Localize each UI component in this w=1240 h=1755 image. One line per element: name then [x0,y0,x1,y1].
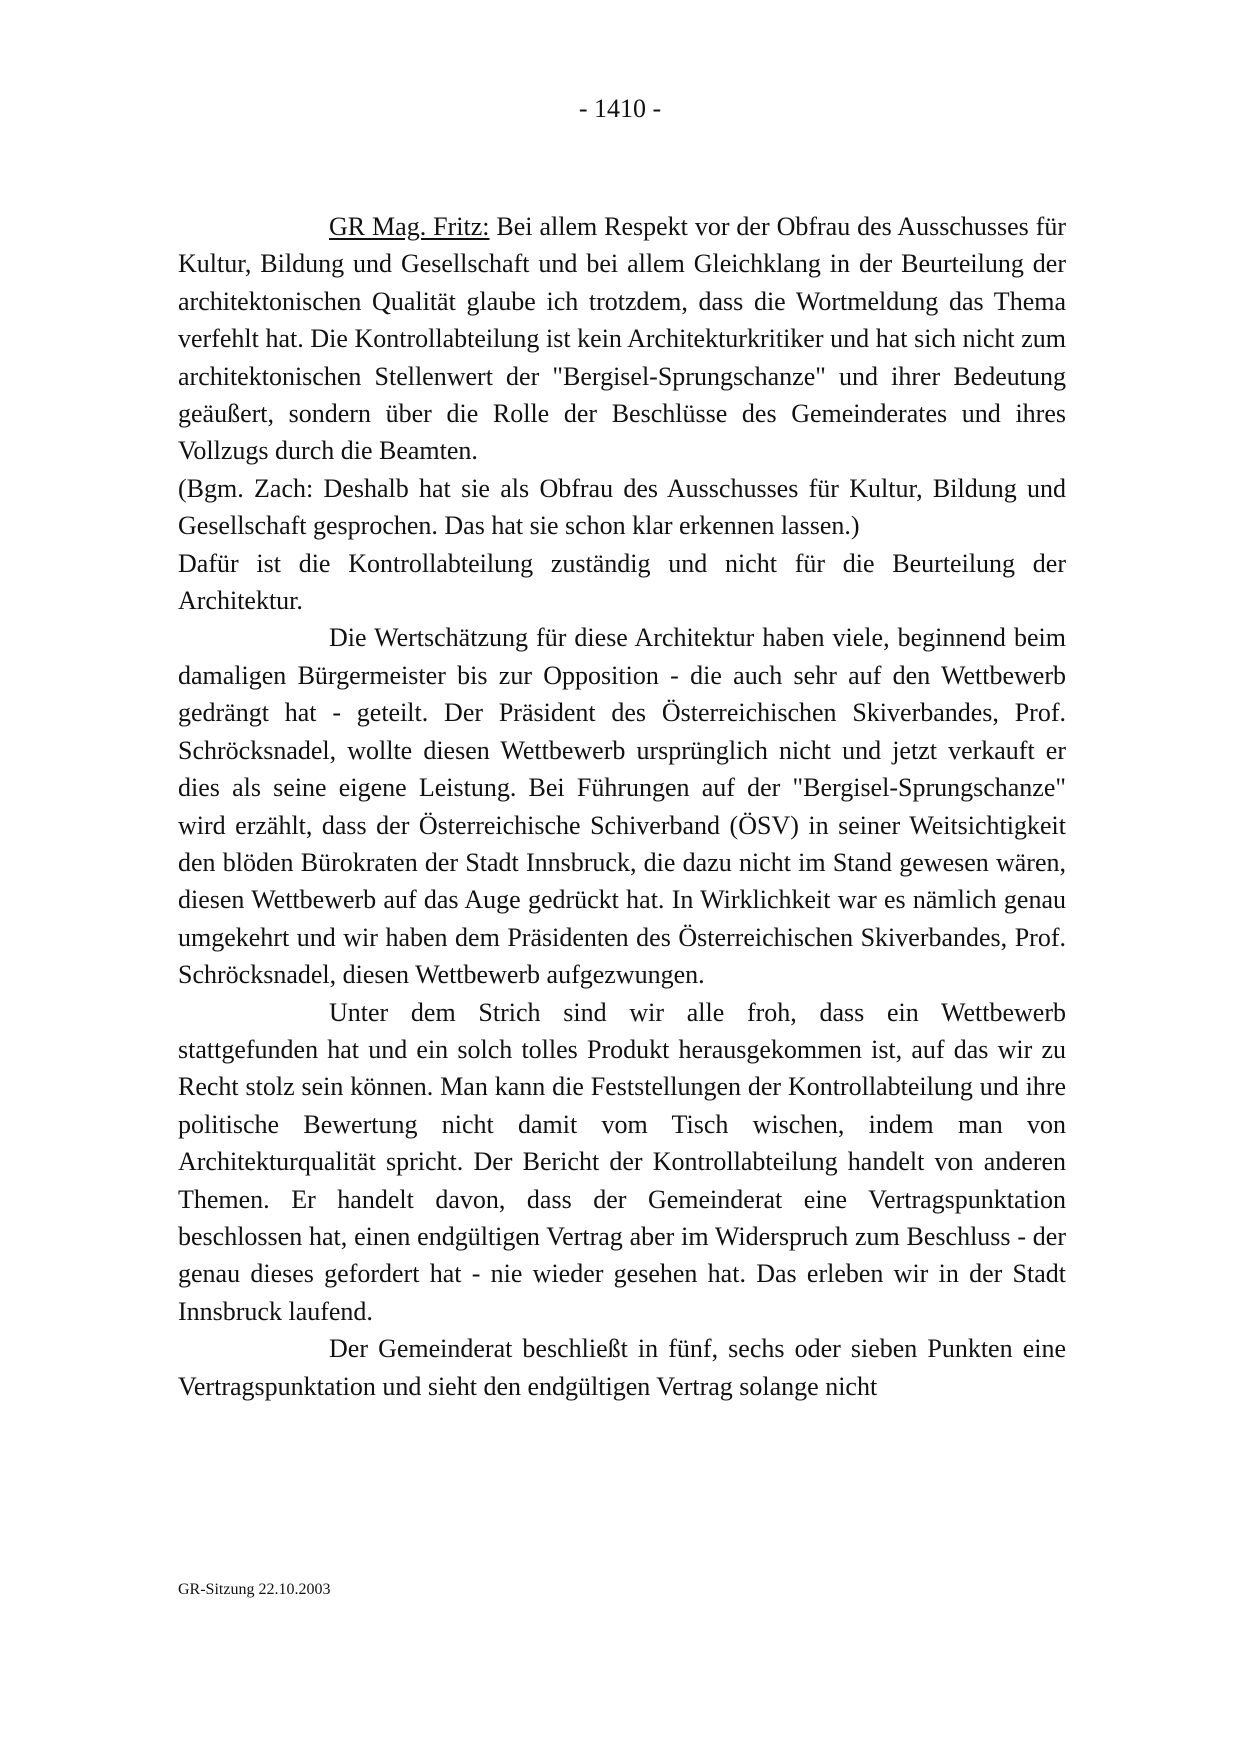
speaker-name: GR Mag. Fritz: [329,212,490,241]
document-body [178,208,1066,1405]
paragraph-wertschaetzung: Die Wertschätzung für diese Architektur haben viele, beginnend beim damaligen Bürgermeister bis zur Opposition - die auch sehr auf den Wettbewerb gedrängt hat - geteilt. Der Präsident des Österreichischen Skiverbandes, Prof. Schröcksnadel, wollte diesen Wettbewerb ursprünglich nicht und jetzt verkauft er dies als seine eigene Leistung. Bei Führungen auf der "Bergisel-Sprungschanze" wird erzählt, dass der Österreichische Schiverband (ÖSV) in seiner Weitsichtigkeit den blöden Bürokraten der Stadt Innsbruck, die dazu nicht im Stand gewesen wären, diesen Wettbewerb auf das Auge gedrückt hat. In Wirklichkeit war es nämlich genau umgekehrt und wir haben dem Präsidenten des Österreichischen Skiverbandes, Prof. Schröcksnadel, diesen Wettbewerb aufgezwungen. [178,623,1066,990]
paragraph-unter-dem-strich: Unter dem Strich sind wir alle froh, dass ein Wettbewerb stattgefunden hat und ein solch tolles Produkt herausgekommen ist, auf das wir zu Recht stolz sein können. Man kann die Feststellungen der Kontrollabteilung und ihre politische Bewertung nicht damit vom Tisch wischen, indem man von Architekturqualität spricht. Der Bericht der Kontrollabteilung handelt von anderen Themen. Er handelt davon, dass der Gemeinderat eine Vertragspunktation beschlossen hat, einen endgültigen Vertrag aber im Widerspruch zum Beschluss - der genau dieses gefordert hat - nie wieder gesehen hat. Das erleben wir in der Stadt Innsbruck laufend. [178,997,1066,1326]
interjection-bgm-zach: (Bgm. Zach: Deshalb hat sie als Obfrau des Ausschusses für Kultur, Bildung und Gesellschaft gesprochen. Das hat sie schon klar erkennen lassen.) [178,473,1066,541]
footer-session-label: GR-Sitzung 22.10.2003 [178,1581,331,1598]
paragraph-fritz-statement [178,208,1066,470]
page-number: - 1410 - [578,94,662,123]
paragraph-continuation: Dafür ist die Kontrollabteilung zuständig und nicht für die Beurteilung der Architektur. [178,548,1066,616]
paragraph-text: Bei allem Respekt vor der Obfrau des Ausschusses für Kultur, Bildung und Gesellschaft und bei allem Gleichklang in der Beurteilung der architektonischen Qualität glaube ich trotzdem, dass die Wortmeldung das Thema verfehlt hat. Die Kontrollabteilung ist kein Architekturkritiker und hat sich nicht zum architektonischen Stellenwert der "Bergisel-Sprungschanze" und ihrer Bedeutung geäußert, sondern über die Rolle der Beschlüsse des Gemeinderates und ihres Vollzugs durch die Beamten. [178,212,1066,466]
paragraph-gemeinderat: Der Gemeinderat beschließt in fünf, sechs oder sieben Punkten eine Vertragspunktation und sieht den endgültigen Vertrag solange nicht [178,1334,1066,1401]
